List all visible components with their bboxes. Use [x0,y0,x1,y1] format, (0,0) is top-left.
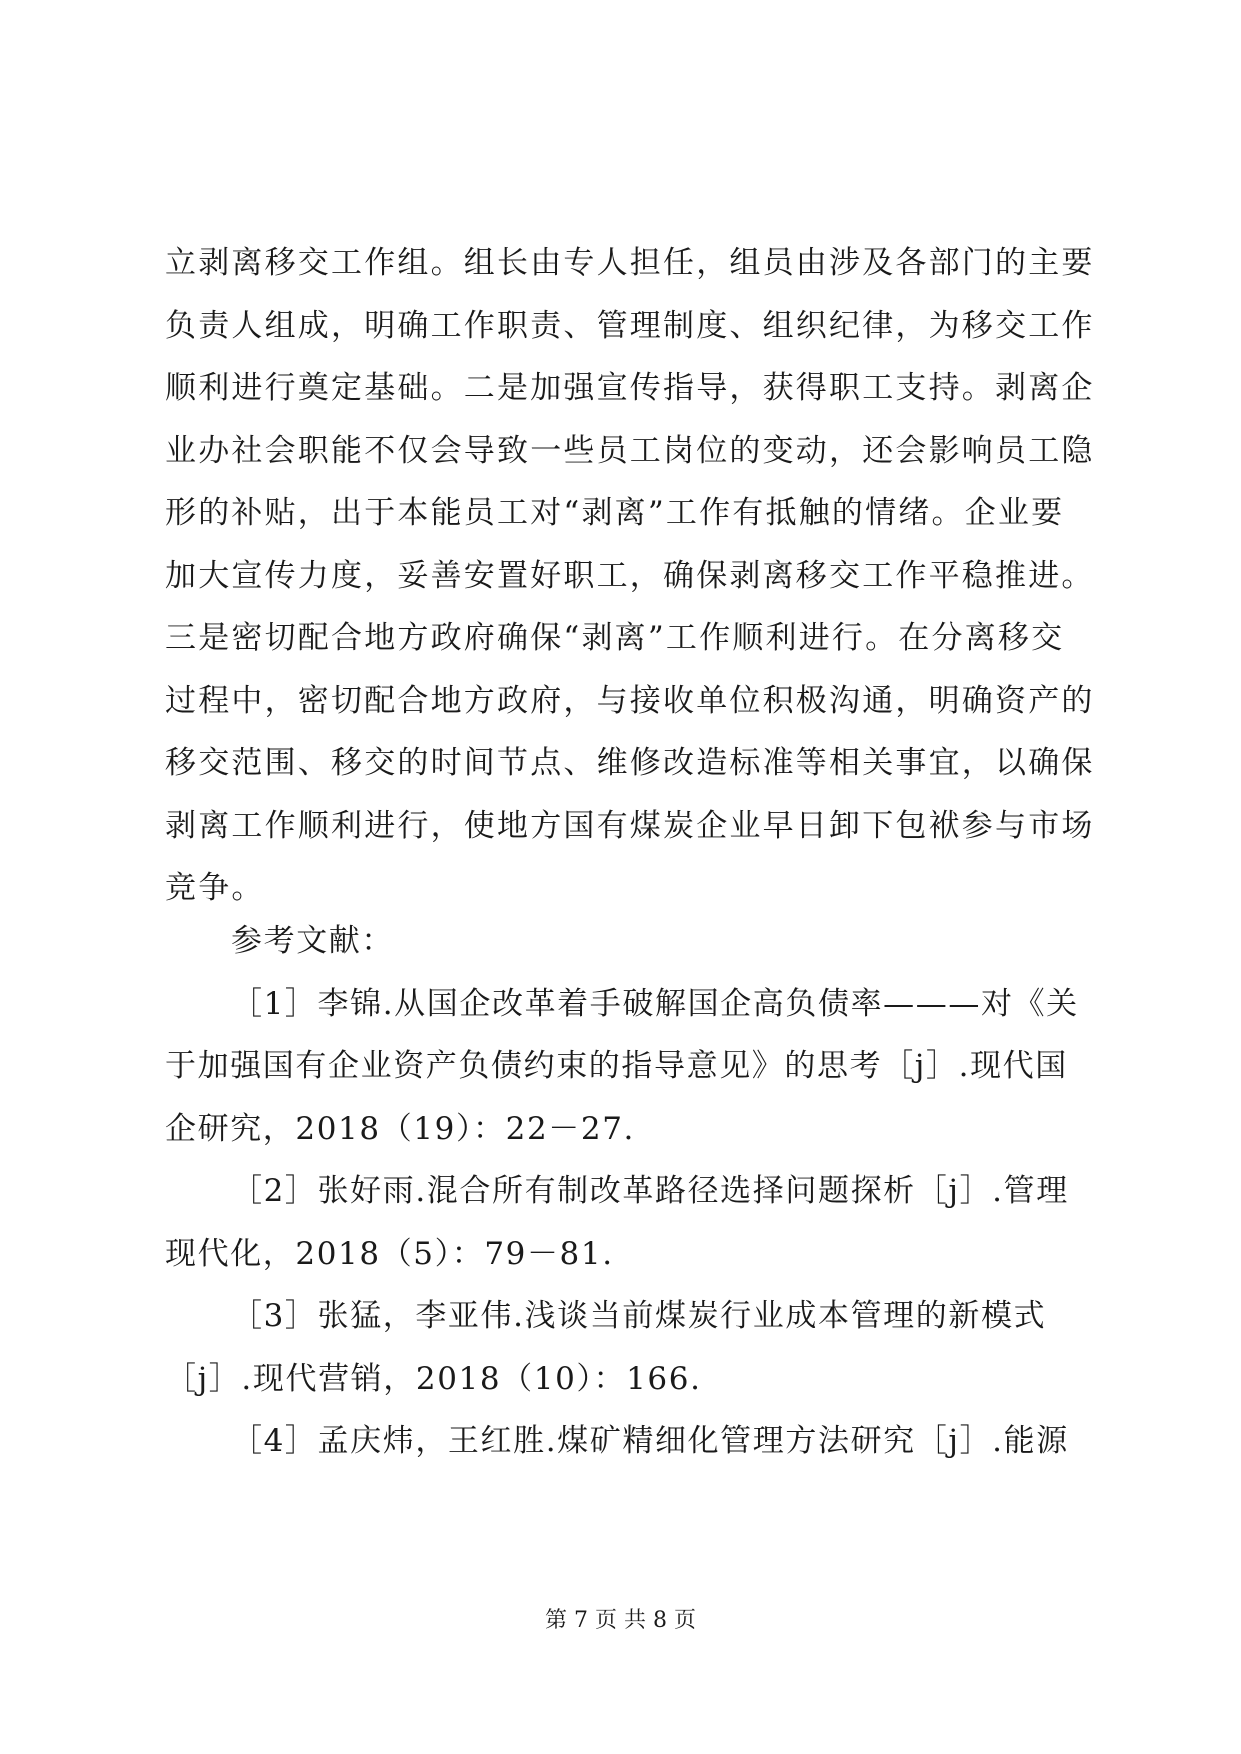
reference-entry-3: ［3］张猛，李亚伟.浅谈当前煤炭行业成本管理的新模式 [231,1298,1047,1334]
paragraph-line: 业办社会职能不仅会导致一些员工岗位的变动，还会影响员工隐 [165,432,1095,469]
body-paragraph [165,232,1095,920]
paragraph-line: 立剥离移交工作组。组长由专人担任，组员由涉及各部门的主要 [165,245,1095,281]
reference-entry-4: ［4］孟庆炜，王红胜.煤矿精细化管理方法研究［j］.能源 [231,1423,1069,1459]
reference-entry-2: ［2］张好雨.混合所有制改革路径选择问题探析［j］.管理 [231,1173,1069,1209]
paragraph-line: 形的补贴，出于本能员工对“剥离”工作有抵触的情绪。企业要 [165,495,1065,531]
paragraph-line: 加大宣传力度，妥善安置好职工，确保剥离移交工作平稳推进。 [165,557,1095,594]
paragraph-line: 过程中，密切配合地方政府，与接收单位积极沟通，明确资产的 [165,682,1095,719]
reference-entry-3-cont: ［j］.现代营销，2018（10）：166. [165,1360,702,1397]
paragraph-line: 剥离工作顺利进行，使地方国有煤炭企业早日卸下包袱参与市场 [165,807,1095,844]
reference-entry-1-cont: 企研究，2018（19）：22－27. [165,1110,635,1147]
paragraph-line: 三是密切配合地方政府确保“剥离”工作顺利进行。在分离移交 [165,620,1065,656]
reference-entry-2-cont: 现代化，2018（5）：79－81. [165,1235,614,1272]
page-number-footer: 第 7 页 共 8 页 [545,1608,696,1633]
references-heading: 参考文献： [231,923,394,959]
paragraph-line: 顺利进行奠定基础。二是加强宣传指导，获得职工支持。剥离企 [165,370,1095,406]
reference-entry-1: ［1］李锦.从国企改革着手破解国企高负债率———对《关 [231,985,1079,1022]
paragraph-line: 移交范围、移交的时间节点、维修改造标准等相关事宜，以确保 [165,745,1095,781]
reference-entry-1-cont: 于加强国有企业资产负债约束的指导意见》的思考［j］.现代国 [165,1048,1068,1084]
paragraph-line: 竞争。 [165,870,265,906]
paragraph-line: 负责人组成，明确工作职责、管理制度、组织纪律，为移交工作 [165,307,1095,344]
references-section [165,910,1085,1473]
